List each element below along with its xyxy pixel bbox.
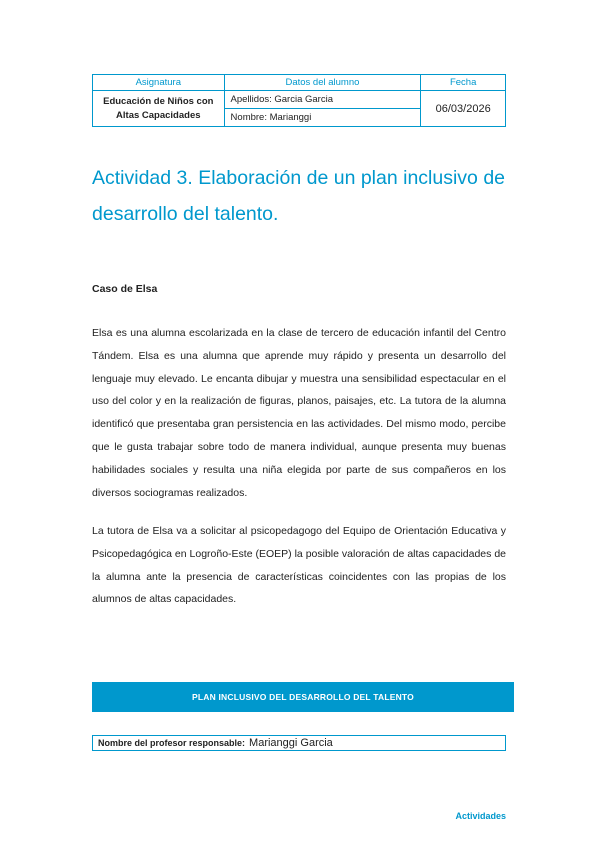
paragraph-2: La tutora de Elsa va a solicitar al psicopedagogo del Equipo de Orientación Educativa y Psicopedagógica en Logroño-Este (EOEP) la posible valoración de altas capacidades de la alumna ante la presencia de características coincidentes con las propias de los alumnos de altas capacidades. bbox=[92, 525, 506, 606]
subject-line-2: Altas Capacidades bbox=[116, 109, 201, 121]
header-date-label: Fecha bbox=[421, 75, 506, 91]
footer-label: Actividades bbox=[455, 811, 506, 821]
case-heading: Caso de Elsa bbox=[92, 283, 158, 295]
plan-banner: PLAN INCLUSIVO DEL DESARROLLO DEL TALENTO bbox=[92, 682, 514, 712]
teacher-field bbox=[92, 735, 506, 751]
header-subject-label: Asignatura bbox=[93, 75, 225, 91]
teacher-value: Marianggi Garcia bbox=[249, 737, 333, 749]
header-student-label: Datos del alumno bbox=[224, 75, 421, 91]
student-surnames: Apellidos: Garcia Garcia bbox=[224, 91, 421, 109]
title-line-2: desarrollo del talento. bbox=[92, 203, 279, 225]
teacher-label: Nombre del profesor responsable: bbox=[98, 738, 246, 748]
subject-line-1: Educación de Niños con bbox=[103, 95, 214, 107]
paragraph-1: Elsa es una alumna escolarizada en la clase de tercero de educación infantil del Centro Tándem. Elsa es una alumna que aprende muy rápido y presenta un desarrollo del lenguaje muy elevado. Le encanta dibujar y muestra una sensibilidad espectacular en el uso del color y en la realización de figuras, planos, paisajes, etc. La tutora de la alumna identificó que presentaba gran persistencia en las actividades. Del mismo modo, percibe que le gusta trabajar sobre todo de manera individual, aunque presenta muy buenas habilidades sociales y resulta una niña elegida por parte de sus compañeros en los diversos sociogramas realizados. bbox=[92, 327, 506, 499]
title-line-1: Actividad 3. Elaboración de un plan inclusivo de bbox=[92, 167, 506, 189]
student-name: Nombre: Marianggi bbox=[224, 109, 421, 127]
page-title bbox=[92, 160, 522, 232]
header-table bbox=[92, 74, 506, 127]
subject-cell bbox=[93, 91, 225, 127]
date-value: 06/03/2026 bbox=[421, 91, 506, 127]
